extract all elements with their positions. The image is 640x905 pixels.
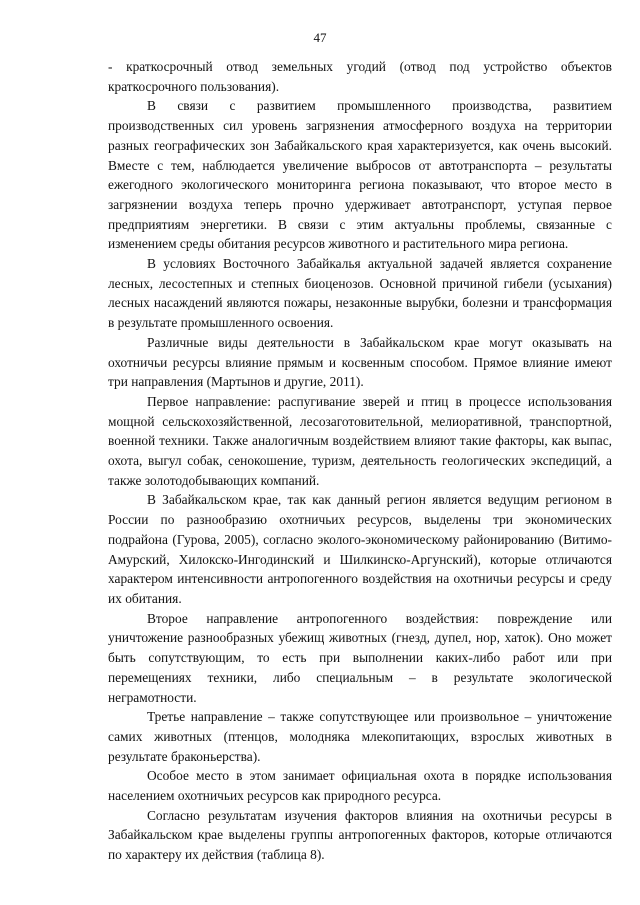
- paragraph-third-direction: Третье направление – также сопутствующее или произвольное – уничтожение самих животных (птенцов, молодняка млекопитающих, взрослых животных в результате браконьерства).: [108, 709, 612, 764]
- body-text: [108, 57, 612, 865]
- paragraph-official-hunting: Особое место в этом занимает официальная охота в порядке использования населением охотничьих ресурсов как природного ресурса.: [108, 768, 612, 804]
- page-number: 47: [313, 30, 327, 45]
- paragraph-air-pollution: В связи с развитием промышленного производства, развитием производственных сил уровень загрязнения атмосферного воздуха на территории разных географических зон Забайкальского края характеризуется, как очень высокий. Вместе с тем, наблюдается увеличение выбросов от автотранспорта – результаты ежегодного экологического мониторинга региона показывают, что второе место в загрязнении воздуха теперь прочно удерживает автотранспорт, уступая первое предприятиям энергетики. В связи с этим актуальны проблемы, связанные с изменением среды обитания ресурсов животного и растительного мира региона.: [108, 98, 612, 252]
- paragraph-land-allotment: - краткосрочный отвод земельных угодий (отвод под устройство объектов краткосрочного пользования).: [108, 59, 612, 94]
- paragraph-activity-influence: Различные виды деятельности в Забайкальском крае могут оказывать на охотничьи ресурсы влияние прямым и косвенным способом. Прямое влияние имеют три направления (Мартынов и другие, 2011).: [108, 334, 612, 390]
- paragraph-first-direction: Первое направление: распугивание зверей и птиц в процессе использования мощной сельскохозяйственной, лесозаготовительной, мелиоративной, транспортной, военной техники. Также аналогичным воздействием влияют такие факторы, как выпас, охота, выгул собак, сенокошение, туризм, деятельность геологических экспедиций, а также золотодобывающих компаний.: [108, 393, 612, 488]
- paragraph-economic-subregions: В Забайкальском крае, так как данный регион является ведущим регионом в России по разнообразию охотничьих ресурсов, выделены три экономических подрайона (Гурова, 2005), согласно эколого-экономическому районированию (Витимо-Амурский, Хилокско-Ингодинский и Шилкинско-Аргунский), которые отличаются характером интенсивности антропогенного воздействия на охотничьи ресурсы и среду их обитания.: [108, 492, 612, 606]
- paragraph-second-direction: Второе направление антропогенного воздействия: повреждение или уничтожение разнообразных убежищ животных (гнезд, дупел, нор, хаток). Оно может быть сопутствующим, то есть при выполнении каких-либо работ или при перемещениях техники, либо специальным – в результате экологической неграмотности.: [108, 610, 612, 705]
- paragraph-biocenoses: В условиях Восточного Забайкалья актуальной задачей является сохранение лесных, лесостепных и степных биоценозов. Основной причиной гибели (усыхания) лесных насаждений являются пожары, незаконные вырубки, болезни и трансформация в результате промышленного освоения.: [108, 256, 612, 331]
- paragraph-factor-groups: Согласно результатам изучения факторов влияния на охотничьи ресурсы в Забайкальском крае выделены группы антропогенных факторов, которые отличаются по характеру их действия (таблица 8).: [108, 807, 612, 863]
